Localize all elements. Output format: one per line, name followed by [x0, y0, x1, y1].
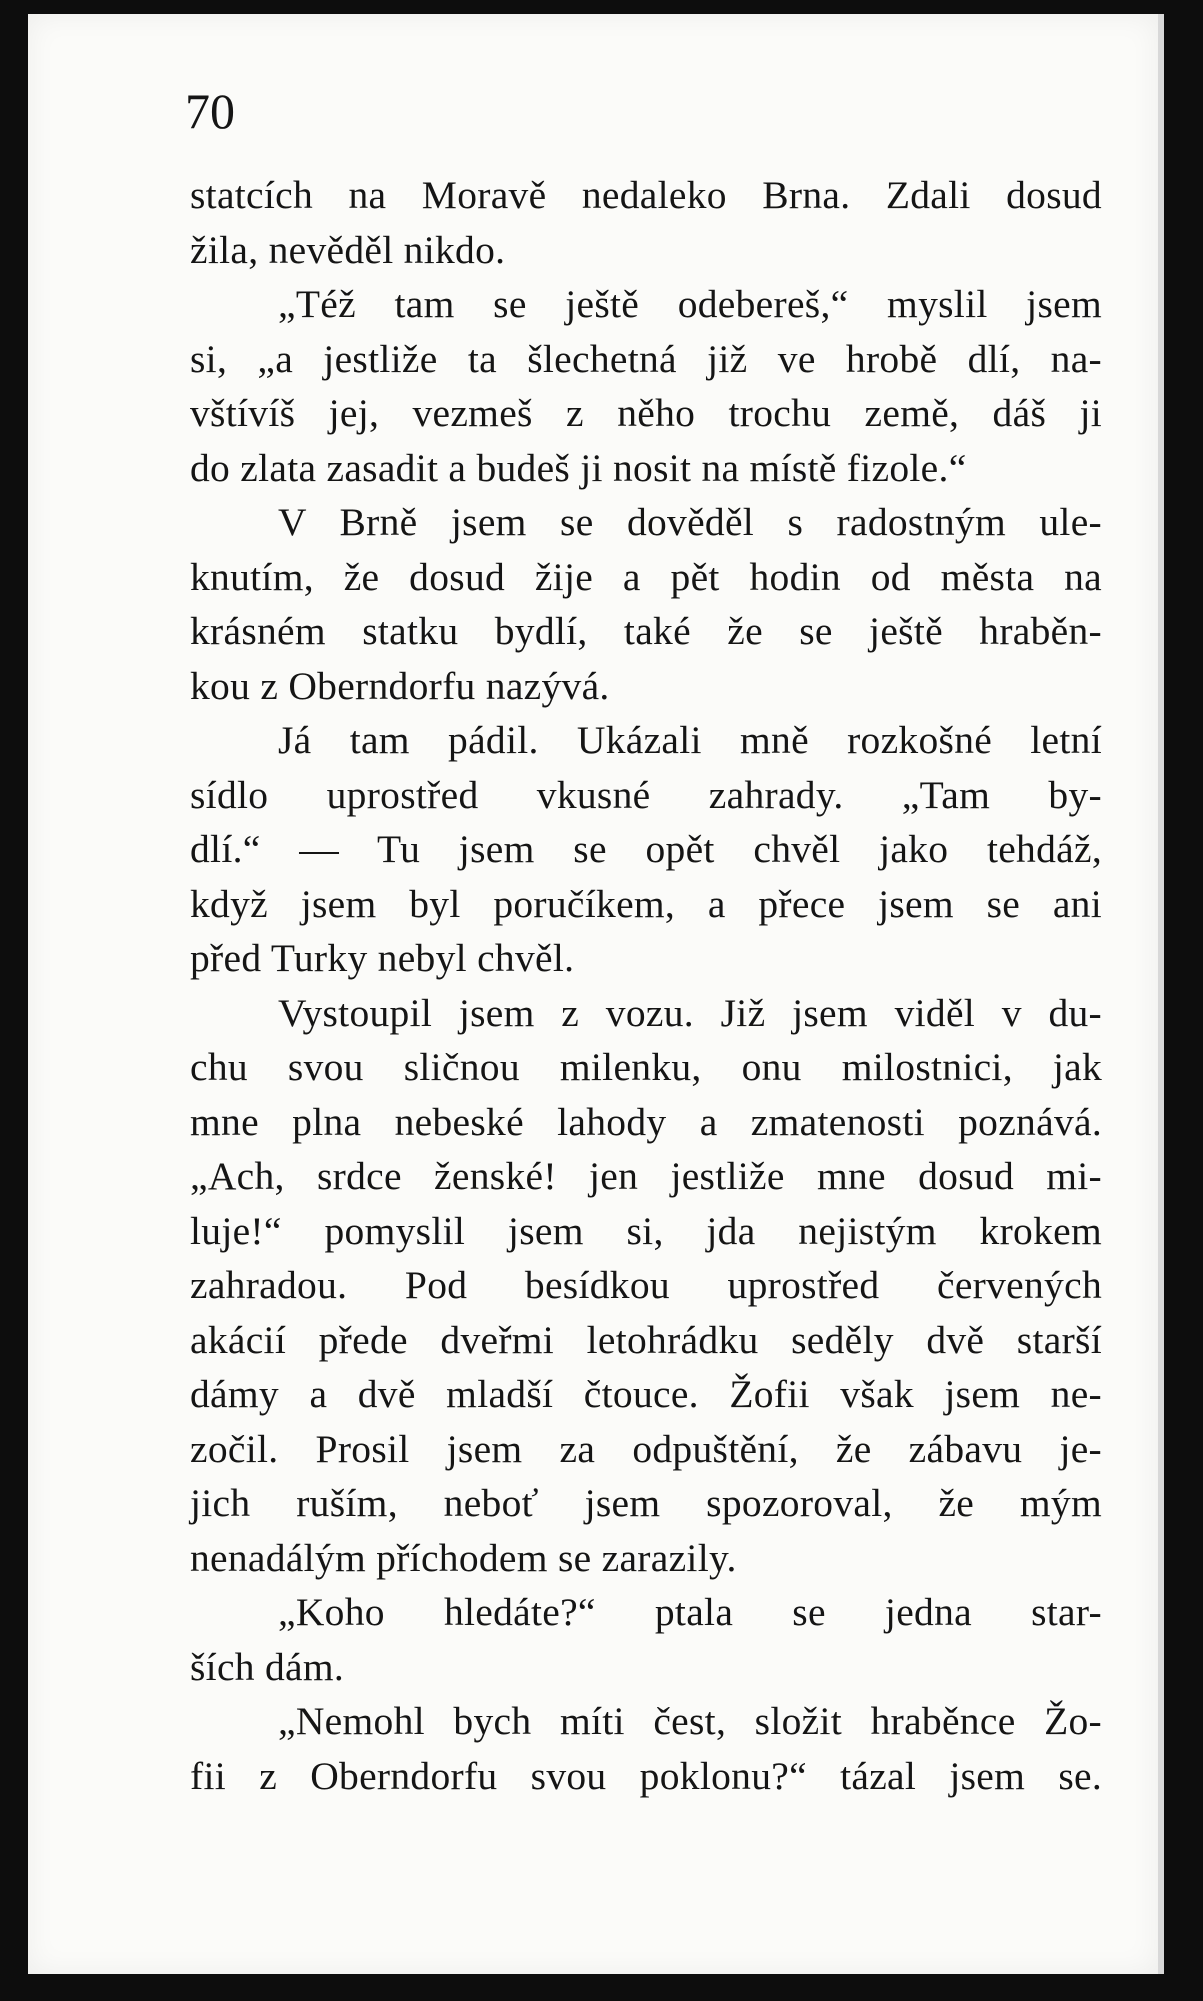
- text-line: před Turky nebyl chvěl.: [190, 936, 575, 980]
- text-line: luje!“ pomyslil jsem si, jda nejistým krokem: [190, 1208, 1102, 1253]
- text-line: statcích na Moravě nedaleko Brna. Zdali dosud: [190, 173, 1102, 217]
- text-line: dlí.“ — Tu jsem se opět chvěl jako tehdáž,: [190, 827, 1102, 871]
- text-line: vštívíš jej, vezmeš z něho trochu země, dáš ji: [190, 391, 1102, 435]
- text-line: Vystoupil jsem z vozu. Již jsem viděl v du-: [278, 990, 1102, 1035]
- text-line: když jsem byl poručíkem, a přece jsem se ani: [190, 881, 1102, 926]
- text-line: „Též tam se ještě odebereš,“ myslil jsem: [278, 282, 1102, 326]
- text-line: žila, nevěděl nikdo.: [190, 227, 506, 272]
- text-line: ších dám.: [190, 1644, 345, 1689]
- text-line: kou z Oberndorfu nazývá.: [190, 663, 610, 708]
- text-line: „Koho hledáte?“ ptala se jedna star-: [278, 1590, 1102, 1634]
- text-line: jich ruším, neboť jsem spozoroval, že mým: [190, 1481, 1102, 1525]
- text-line: fii z Oberndorfu svou poklonu?“ tázal jsem se.: [190, 1753, 1102, 1798]
- body-text: [190, 168, 1102, 1803]
- text-line: krásném statku bydlí, také že se ještě hraběn-: [190, 609, 1102, 653]
- text-line: dámy a dvě mladší čtouce. Žofii však jsem ne-: [190, 1372, 1102, 1416]
- text-line: zahradou. Pod besídkou uprostřed červených: [190, 1263, 1102, 1307]
- text-line: „Nemohl bych míti čest, složit hraběnce Žo-: [278, 1699, 1102, 1743]
- text-line: zočil. Prosil jsem za odpuštění, že zábavu je-: [190, 1426, 1102, 1471]
- text-line: mne plna nebeské lahody a zmatenosti poznává.: [190, 1099, 1102, 1144]
- text-line: „Ach, srdce ženské! jen jestliže mne dosud mi-: [190, 1154, 1102, 1198]
- text-line: V Brně jsem se dověděl s radostným ule-: [278, 500, 1102, 544]
- text-line: si, „a jestliže ta šlechetná již ve hrobě dlí, na-: [190, 336, 1102, 381]
- text-line: knutím, že dosud žije a pět hodin od města na: [190, 554, 1102, 599]
- text-line: do zlata zasadit a budeš ji nosit na místě fizole.“: [190, 445, 967, 490]
- text-line: chu svou sličnou milenku, onu milostnici, jak: [190, 1045, 1102, 1089]
- page-number: 70: [185, 83, 235, 139]
- text-line: sídlo uprostřed vkusné zahrady. „Tam by-: [190, 772, 1102, 817]
- text-line: akácií přede dveřmi letohrádku seděly dvě starší: [190, 1317, 1102, 1362]
- text-line: Já tam pádil. Ukázali mně rozkošné letní: [278, 718, 1102, 762]
- text-line: nenadálým příchodem se zarazily.: [190, 1535, 737, 1580]
